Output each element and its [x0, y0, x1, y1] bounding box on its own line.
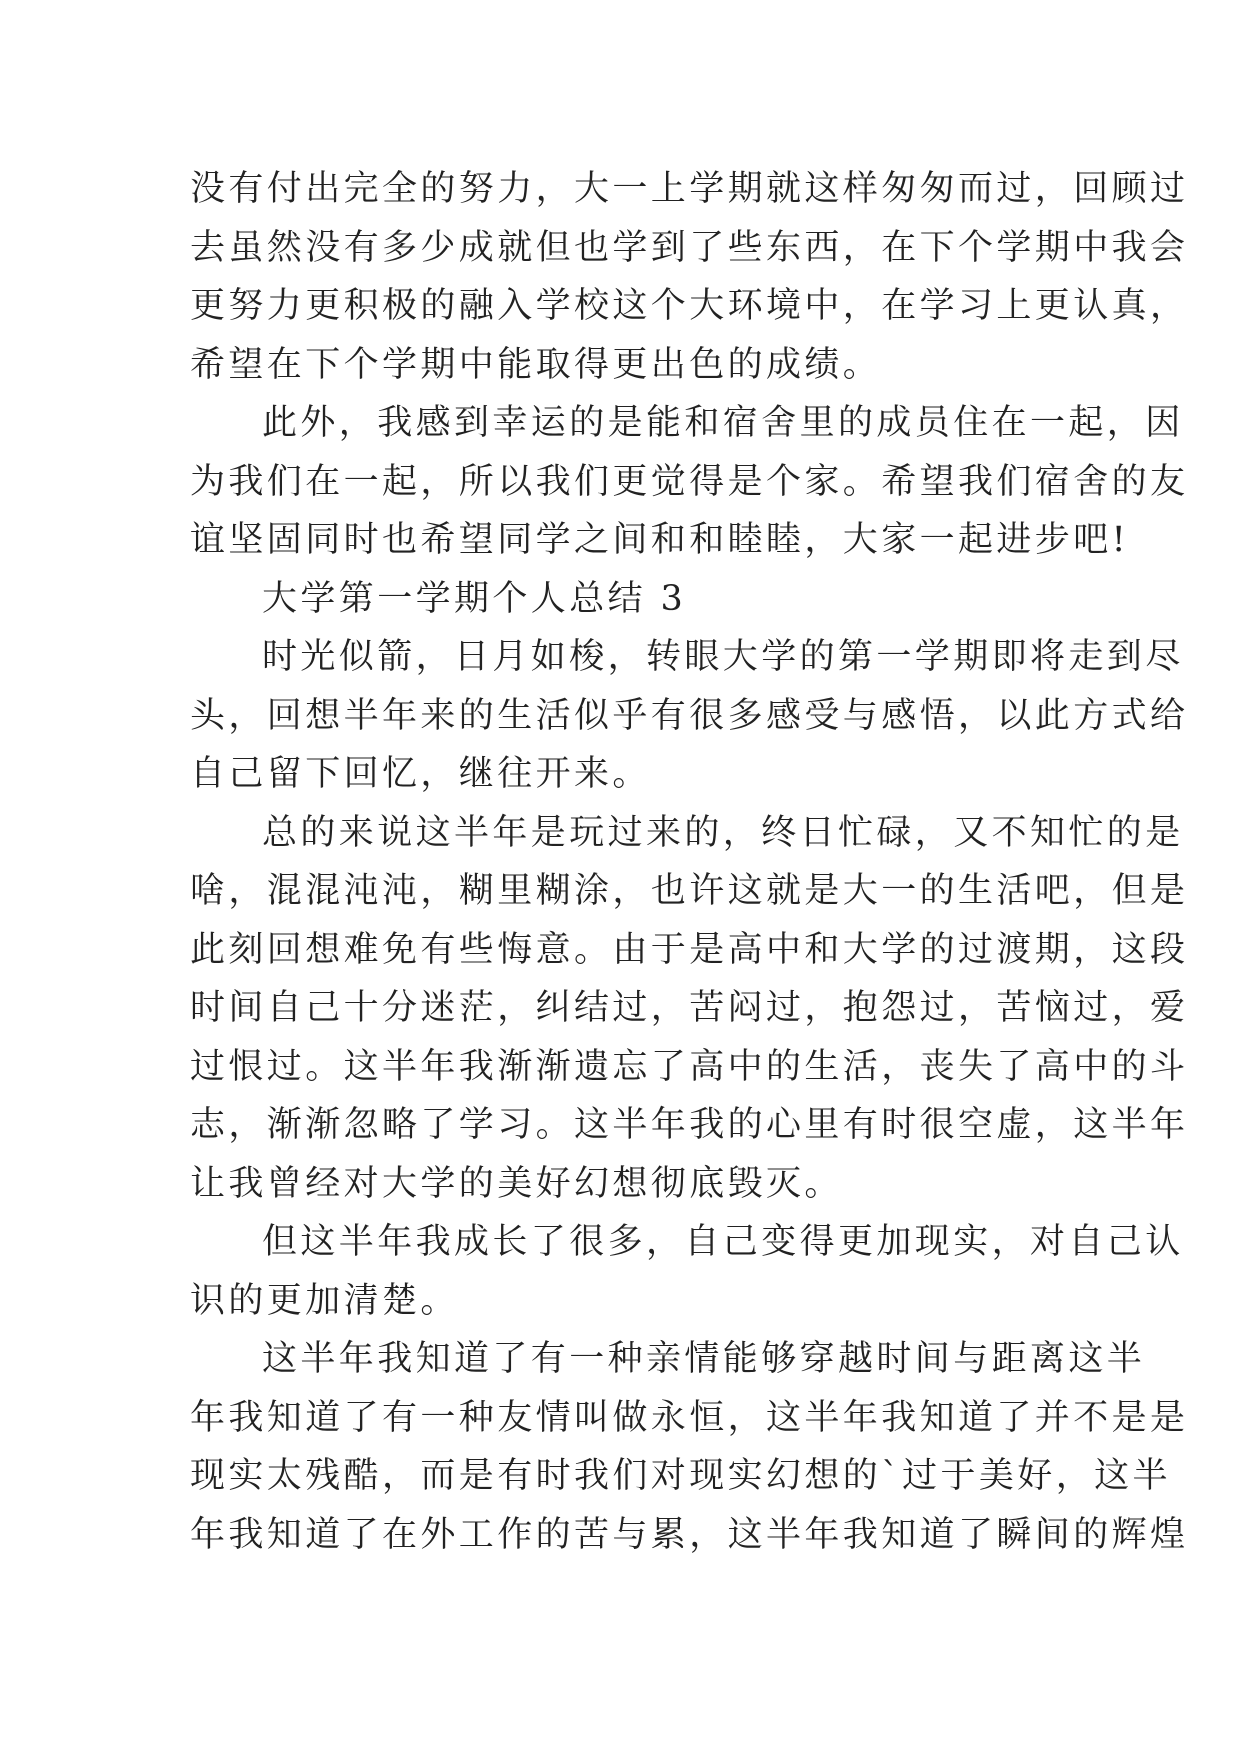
text-line: 没有付出完全的努力，大一上学期就这样匆匆而过，回顾过 [190, 169, 1189, 209]
text-line: 啥，混混沌沌，糊里糊涂，也许这就是大一的生活吧，但是 [190, 871, 1189, 911]
text-line: 此外，我感到幸运的是能和宿舍里的成员住在一起，因 [262, 403, 1184, 443]
text-line: 识的更加清楚。 [190, 1280, 459, 1321]
text-line: 志，渐渐忽略了学习。这半年我的心里有时很空虚，这半年 [190, 1105, 1189, 1145]
text-line: 希望在下个学期中能取得更出色的成绩。 [190, 344, 882, 385]
text-line: 此刻回想难免有些悔意。由于是高中和大学的过渡期，这段 [190, 929, 1189, 970]
section-heading: 大学第一学期个人总结 3 [262, 578, 687, 619]
text-line: 过恨过。这半年我渐渐遗忘了高中的生活，丧失了高中的斗 [190, 1046, 1189, 1087]
document-body [190, 160, 1189, 1564]
text-line: 头，回想半年来的生活似乎有很多感受与感悟，以此方式给 [190, 695, 1189, 736]
text-line: 去虽然没有多少成就但也学到了些东西，在下个学期中我会 [190, 227, 1189, 268]
text-line: 但这半年我成长了很多，自己变得更加现实，对自己认 [262, 1222, 1184, 1262]
text-line: 让我曾经对大学的美好幻想彻底毁灭。 [190, 1163, 843, 1204]
text-line: 谊坚固同时也希望同学之间和和睦睦，大家一起进步吧! [190, 520, 1130, 560]
text-line: 时光似箭，日月如梭，转眼大学的第一学期即将走到尽 [262, 637, 1184, 677]
text-line: 自己留下回忆，继往开来。 [190, 754, 651, 794]
text-line: 总的来说这半年是玩过来的，终日忙碌，又不知忙的是 [262, 812, 1184, 853]
text-line: 这半年我知道了有一种亲情能够穿越时间与距离这半 [262, 1339, 1146, 1379]
text-line: 年我知道了有一种友情叫做永恒，这半年我知道了并不是是 [190, 1397, 1189, 1438]
text-line: 时间自己十分迷茫，纠结过，苦闷过，抱怨过，苦恼过，爱 [190, 988, 1189, 1028]
text-line: 更努力更积极的融入学校这个大环境中，在学习上更认真， [190, 286, 1189, 326]
text-line: 为我们在一起，所以我们更觉得是个家。希望我们宿舍的友 [190, 461, 1189, 502]
text-line: 年我知道了在外工作的苦与累，这半年我知道了瞬间的辉煌 [190, 1514, 1189, 1555]
text-line: 现实太残酷，而是有时我们对现实幻想的`过于美好，这半 [190, 1456, 1171, 1496]
